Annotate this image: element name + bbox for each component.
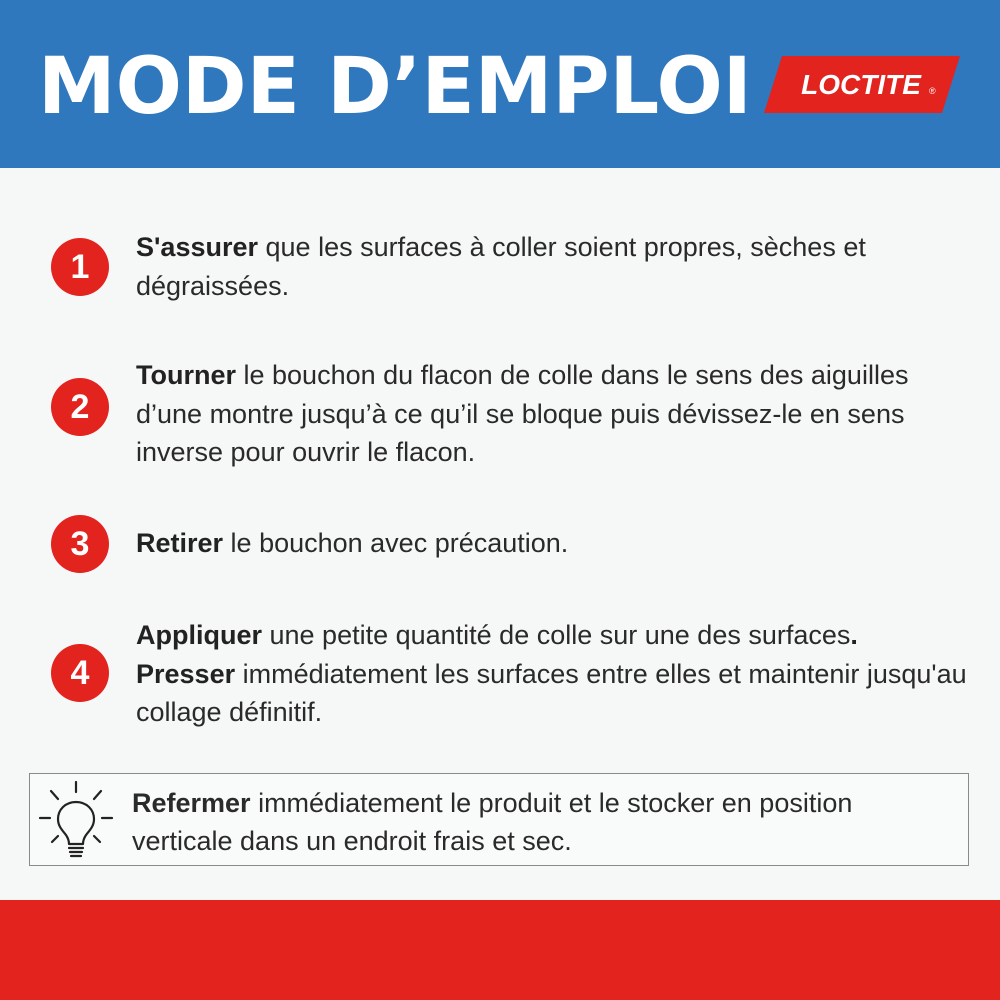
step-body: le bouchon avec précaution. (223, 528, 569, 558)
step-text (136, 524, 976, 563)
lightbulb-icon (36, 778, 116, 862)
step-number: 2 (70, 388, 90, 426)
step-text (136, 228, 976, 305)
step-body: que les surfaces à coller soient propres, sèches et dégraissées. (136, 232, 866, 301)
step-number: 4 (70, 654, 90, 692)
tip-body: immédiatement le produit et le stocker en position verticale dans un endroit frais et sec. (132, 788, 853, 856)
storage-tip-box (29, 773, 969, 866)
step-number: 3 (70, 525, 90, 563)
step-number-badge (51, 238, 109, 296)
step-lead-verb-2: Presser (136, 658, 236, 689)
step-body: une petite quantité de colle sur une des surfaces (262, 620, 851, 650)
step-body: le bouchon du flacon de colle dans le sens des aiguilles d’une montre jusqu’à ce qu’il se bloque puis dévissez-le en sens inverse pour ouvrir le flacon. (136, 360, 909, 467)
page-title: MODE D’EMPLOI (38, 42, 752, 132)
footer-band (0, 900, 1000, 1000)
step-number-badge (51, 515, 109, 573)
step-lead-verb: Tourner (136, 360, 236, 390)
step-text (136, 356, 976, 472)
step-number: 1 (70, 248, 90, 286)
step-lead-verb: Retirer (136, 528, 224, 558)
step-number-badge (51, 378, 109, 436)
step-text (136, 616, 976, 732)
step-number-badge (51, 644, 109, 702)
step-lead-verb: Appliquer (136, 620, 262, 650)
step-lead-verb: S'assurer (136, 232, 259, 262)
step-period: . (850, 620, 858, 650)
logo-wordmark: LOCTITE (801, 69, 921, 100)
logo-registered-mark: ® (929, 86, 936, 96)
loctite-logo (764, 56, 960, 113)
tip-lead-verb: Refermer (132, 788, 251, 818)
tip-text (132, 784, 952, 860)
step-body-2: immédiatement les surfaces entre elles et maintenir jusqu'au collage définitif. (136, 658, 967, 727)
header-banner (0, 0, 1000, 168)
